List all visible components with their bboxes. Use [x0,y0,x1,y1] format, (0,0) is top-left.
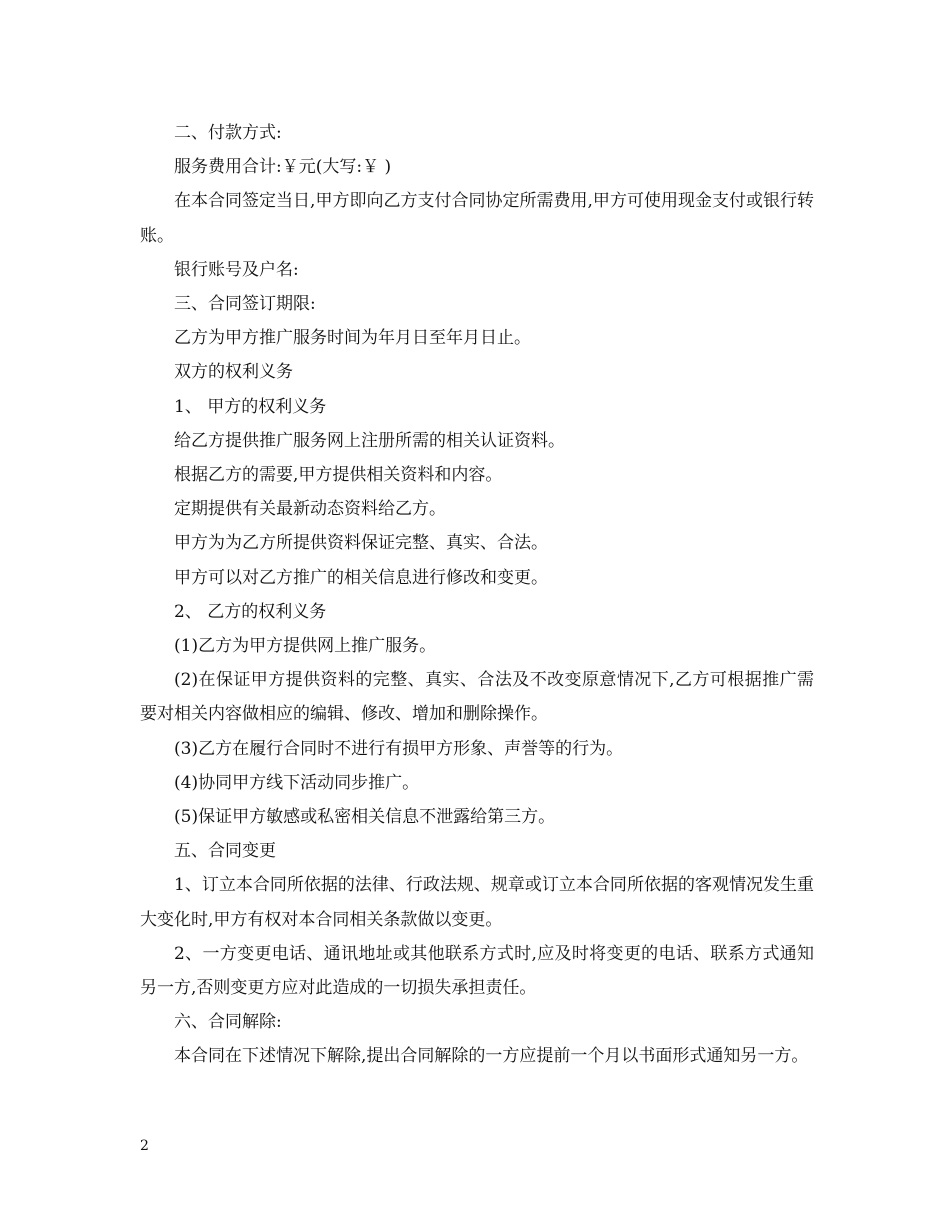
paragraph-party-b-item-2: (2)在保证甲方提供资料的完整、真实、合法及不改变原意情况下,乙方可根据推广需要对相关内容做相应的编辑、修改、增加和删除操作。 [140,670,814,725]
paragraph-bank-account: 银行账号及户名: [174,259,299,280]
heading-party-a-rights: 1、 甲方的权利义务 [174,396,327,417]
heading-contract-termination: 六、合同解除: [174,1012,282,1033]
paragraph-service-period: 乙方为甲方推广服务时间为年月日至年月日止。 [174,328,531,349]
heading-rights-obligations: 双方的权利义务 [174,362,293,383]
paragraph-party-b-item-5: (5)保证甲方敏感或私密相关信息不泄露给第三方。 [174,807,556,828]
paragraph-party-a-item-1: 给乙方提供推广服务网上注册所需的相关认证资料。 [174,430,565,451]
paragraph-party-a-item-3: 定期提供有关最新动态资料给乙方。 [174,499,446,520]
paragraph-termination-terms: 本合同在下述情况下解除,提出合同解除的一方应提前一个月以书面形式通知另一方。 [174,1046,809,1067]
heading-party-b-rights: 2、 乙方的权利义务 [174,601,327,622]
paragraph-party-b-item-3: (3)乙方在履行合同时不进行有损甲方形象、声誉等的行为。 [174,738,624,759]
page-number: 2 [140,1138,149,1154]
paragraph-party-a-item-5: 甲方可以对乙方推广的相关信息进行修改和变更。 [174,567,548,588]
heading-contract-change: 五、合同变更 [174,841,276,862]
paragraph-change-item-1: 1、订立本合同所依据的法律、行政法规、规章或订立本合同所依据的客观情况发生重大变化时,甲方有权对本合同相关条款做以变更。 [140,875,814,930]
paragraph-party-b-item-1: (1)乙方为甲方提供网上推广服务。 [174,636,437,657]
paragraph-party-b-item-4: (4)协同甲方线下活动同步推广。 [174,772,420,793]
paragraph-change-item-2: 2、一方变更电话、通讯地址或其他联系方式时,应及时将变更的电话、联系方式通知另一方,否则变更方应对此造成的一切损失承担责任。 [140,943,814,999]
paragraph-party-a-item-4: 甲方为为乙方所提供资料保证完整、真实、合法。 [174,533,548,554]
document-body [140,116,814,1074]
paragraph-party-a-item-2: 根据乙方的需要,甲方提供相关资料和内容。 [174,465,503,486]
heading-payment-method: 二、付款方式: [174,123,282,143]
paragraph-service-fee-total: 服务费用合计:￥元(大写:￥ ) [174,157,392,178]
paragraph-payment-terms: 在本合同签定当日,甲方即向乙方支付合同协定所需费用,甲方可使用现金支付或银行转账。 [140,191,814,246]
heading-contract-term: 三、合同签订期限: [174,294,316,315]
